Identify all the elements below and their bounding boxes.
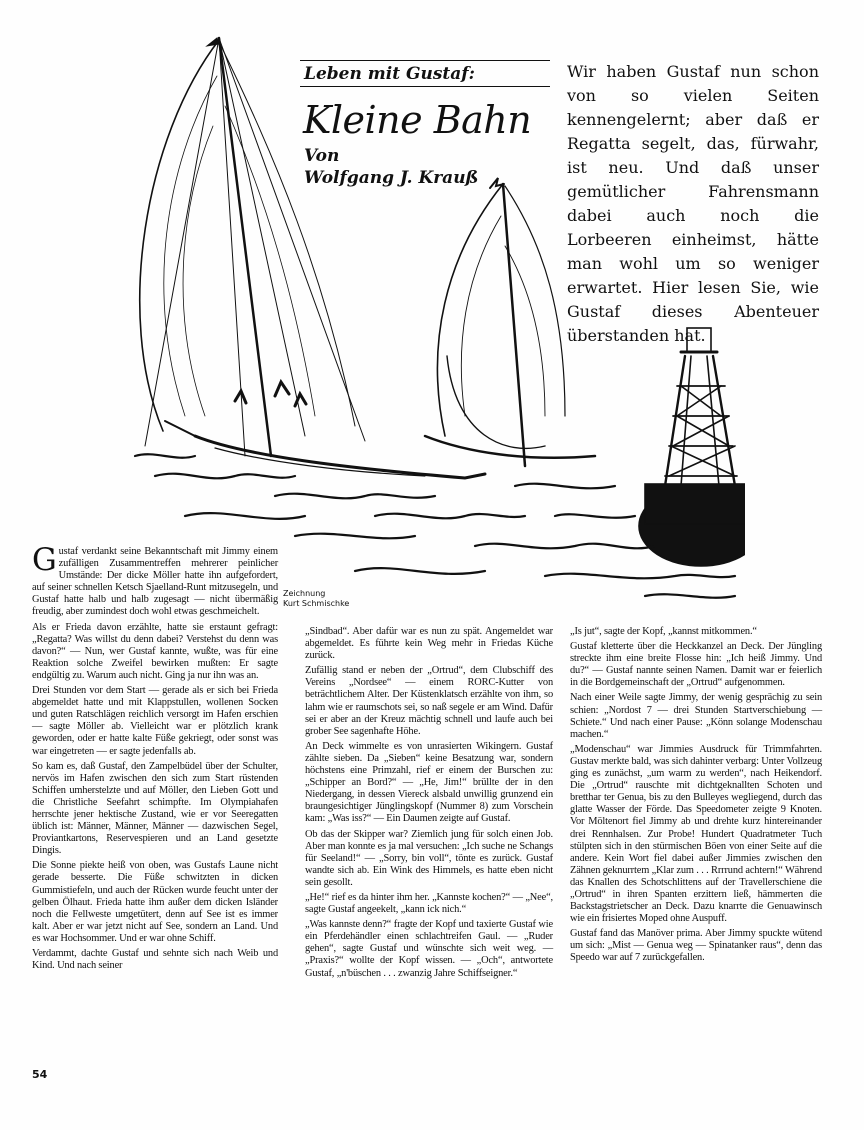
paragraph: „Was kannste denn?“ fragte der Kopf und taxierte Gustaf wie ein Pferdehändler einen schlachtreifen Gaul. — „Ruder gehen“, sagte Gustaf und wünschte sich weit weg. — „Praxis?“ wollte der Kopf wissen. — „Och“, antwortete Gustaf, „n'büschen . . . zwanzig Jahre Schiffseigner.“	[305, 919, 553, 979]
paragraph: Gustaf kletterte über die Heckkanzel an Deck. Der Jüngling streckte ihm eine breite Flosse hin: „Ich heiß Jimmy. Und du?“ — Gustaf nannte seinen Namen. Damit war er feierlich in die Bordgemeinschaft der „Ortrud“ aufgenommen.	[570, 641, 822, 689]
byline-von: Von	[304, 146, 340, 166]
paragraph	[32, 542, 278, 619]
paragraph: Drei Stunden vor dem Start — gerade als er sich bei Frieda abgemeldet hatte und mit Klappstullen, wollenen Socken und guten Ratschlägen reichlich versorgt im Hafen erschien — sagte Möller ab. Vielleicht war er plötzlich krank geworden, oder er hatte kalte Füße gekriegt, oder sonst was war eingetreten — er sagte jedenfalls ab.	[32, 685, 278, 757]
lighthouse-icon	[639, 328, 745, 566]
mast-right	[503, 184, 525, 466]
illustration-credit	[283, 589, 349, 609]
article-column-2	[305, 626, 553, 983]
paragraph: Die Sonne piekte heiß von oben, was Gustafs Laune nicht gerade besserte. Die Füße schwitzten in dicken Gummistiefeln, und auch der Rücken wurde feucht unter der gelben Ölhaut. Frieda hatte ihm außer dem dicken Isländer noch die Fellweste umgetütert, denn auf See ist es immer kalt. Aber er war jetzt nicht auf See, sondern an Land. Und es war Hochsommer. Und er war ohne Schiff.	[32, 860, 278, 944]
drop-cap: G	[32, 542, 57, 578]
sailboats-illustration	[125, 16, 745, 601]
paragraph: „He!“ rief es da hinter ihm her. „Kannste kochen?“ — „Nee“, sagte Gustaf angeekelt, „kann ick nich.“	[305, 891, 553, 916]
page-number: 54	[32, 1068, 48, 1081]
paragraph: „Modenschau“ war Jimmies Ausdruck für Trimmfahrten. Gustav merkte bald, was sich dahinter verbarg: Unter Vollzeug ging es zunächst, „um warm zu werden“, nach Heikendorf. Die „Ortrud“ rauschte mit dichtgeknallten Schoten und bretthar ter Genua, bis zu den Bulleyes wegliegend, durch das glatte Wasser der Förde. Das Speedometer zeigte 9 Knoten. Vor Möltenort fiel Jimmy ab und drehte kurz hintereinander drei Rennhalsen. Zur Probe! Hundert Quadratmeter Tuch stülpten sich in den stürmischen Böen von einer Seite auf die andere. Kein Wort fiel dabei außer Jimmies zwischen den Zähnen geknurrtem „Klar zum . . . Rrrrund achtern!“ Während das Knallen des Schotschlittens auf der Travellerschiene die „Ortrud“ in ihren Spanten erzittern ließ, hämmerten die Backstagstrietscher an Deck. Dazu knarrte die Genuawinsch wie ein frisiertes Moped ohne Auspuff.	[570, 743, 822, 925]
credit-line1: Zeichnung	[283, 589, 326, 598]
intro-text: Wir haben Gustaf nun schon von so vielen Seiten kennengelernt; aber daß er Regatta segelt, das, fürwahr, ist neu. Und daß unser gemütlicher Fahrensmann dabei auch noch die Lorbeeren einheimst, hätte man wohl um so weniger erwartet. Hier lesen Sie, wie Gustaf dieses Abenteuer überstanden hat.	[567, 62, 819, 345]
sail-right	[437, 184, 503, 436]
article-title: Kleine Bahn	[303, 98, 532, 142]
paragraph: Ob das der Skipper war? Ziemlich jung für solch einen Job. Aber man konnte es ja mal versuchen: „Ich suche ne Schangs für Seeland!“ — „Sorry, bin voll“, tönte es zurück. Gustaf wandte sich ab. Ein Wink des Himmels, es hatte eben nicht sein gesollt.	[305, 828, 553, 888]
byline-author: Wolfgang J. Krauß	[304, 168, 479, 188]
paragraph: Nach einer Weile sagte Jimmy, der wenig gesprächig zu sein schien: „Nordost 7 — drei Stunden Startverschiebung — Schiete.“ Und nach einer Pause: „Könn solange Modenschau machen.“	[570, 692, 822, 740]
paragraph: An Deck wimmelte es von unrasierten Wikingern. Gustaf zählte sieben. Da „Sieben“ keine Besatzung war, sondern höchstens eine Primzahl, rief er einem der Burschen zu: „Schipper an Bord?“ — „He, Jim!“ brüllte der in den Niedergang, in dessen Viereck alsbald unwillig grunzend ein braungesichtiger Jünglingskopf (Nummer 8) zum Vorschein kam: „Was iss?“ — Ein Daumen zeigte auf Gustaf.	[305, 740, 553, 825]
credit-line2: Kurt Schmischke	[283, 599, 350, 608]
paragraph-text: ustaf verdankt seine Bekanntschaft mit Jimmy einem zufälligen Zusammentreffen mehrerer peinlicher Umstände: Der dicke Möller hatte ihn aufgefordert, auf seiner schnellen Ketsch Sjaelland-Runt mitzusegeln, und Gustaf hatte halb und halb zugesagt — nicht übermäßig freudig, aber zumindest doch wohl etwas geschmeichelt.	[32, 546, 278, 618]
article-column-3	[570, 626, 822, 968]
paragraph: Als er Frieda davon erzählte, hatte sie erstaunt gefragt: „Regatta? Was willst du denn dabei? Verstehst du denn was davon?“ — Nun, wer Gustaf kannte, wußte, was für eine Reaktion solche Zweifel bewirken mußten: Er sagte endgültig zu. Warum auch nicht. Ging ja nur ihn was an.	[32, 621, 278, 681]
article-column-1	[32, 542, 278, 975]
genoa-sail	[140, 40, 219, 431]
paragraph: Gustaf fand das Manöver prima. Aber Jimmy spuckte wütend um sich: „Mist — Genua weg — Spinatanker raus“, denn das Speedo war auf 7 zurückgefallen.	[570, 928, 822, 964]
mast-left	[219, 38, 271, 456]
paragraph: „Sindbad“. Aber dafür war es nun zu spät. Angemeldet war abgemeldet. Es führte kein Weg mehr in Friedas Küche zurück.	[305, 626, 553, 662]
paragraph: Verdammt, dachte Gustaf und sehnte sich nach Weib und Kind. Und nach seiner	[32, 948, 278, 972]
paragraph: Zufällig stand er neben der „Ortrud“, dem Clubschiff des Vereins „Nordsee“ — einem RORC-Kutter von beträchtlichem Alter. Der Küstenklatsch erzählte von ihm, so lahm wie er raumschots sei, so naß segele er am Wind. Dafür sei er aber an der Kreuz mächtig schnell und laufe auch bei grober See sagenhafte Höhe.	[305, 665, 553, 737]
kicker: Leben mit Gustaf:	[304, 64, 475, 84]
paragraph: „Is jut“, sagte der Kopf, „kannst mitkommen.“	[570, 626, 757, 637]
paragraph: So kam es, daß Gustaf, den Zampelbüdel über der Schulter, nervös im Hafen zwischen den sich zum Start rüstenden Schiffen umherstelzte und auf Möller, den Lieben Gott und die Christliche Seefahrt schimpfte. Im Olympiahafen herrschte jener hektische Zustand, wie er vor Seeregatten üblich ist: Männer, Männer, Männer — dazwischen Segel, Proviantkartons, Reservespieren und an Land gesetzte Dingis.	[32, 760, 278, 857]
